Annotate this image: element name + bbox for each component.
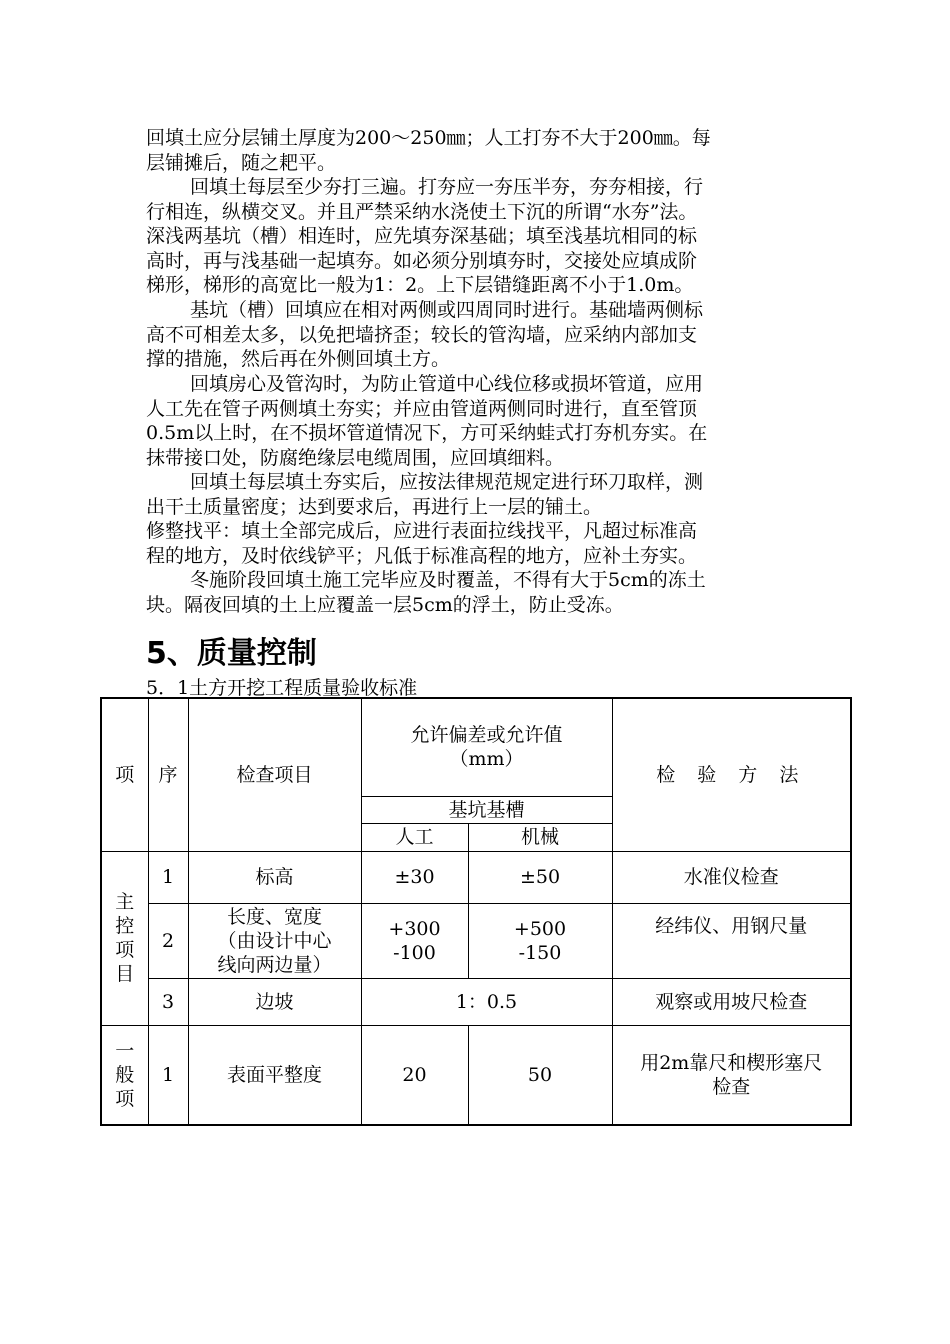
row-manual: 20 xyxy=(361,1025,468,1125)
header-pit-group: 基坑基槽 xyxy=(361,796,612,823)
tolerance-unit: （mm） xyxy=(449,748,524,771)
text-line: 回填土应分层铺土厚度为200～250㎜；人工打夯不大于200㎜。每 xyxy=(146,127,711,149)
text-line: 修整找平：填土全部完成后，应进行表面拉线找平，凡超过标准高 xyxy=(146,520,698,542)
paragraph-5 xyxy=(146,470,810,519)
group-char: 项 xyxy=(115,939,135,961)
row-merged-value: 1：0.5 xyxy=(361,978,612,1025)
group-char: 目 xyxy=(115,963,135,985)
text-line: 回填房心及管沟时，为防止管道中心线位移或损坏管道，应用 xyxy=(190,373,704,395)
row-machine xyxy=(468,903,612,978)
row-machine: 50 xyxy=(468,1025,612,1125)
row-item: 边坡 xyxy=(188,978,361,1025)
row-seq: 1 xyxy=(148,851,188,903)
paragraph-7 xyxy=(146,568,810,617)
row-manual: ±30 xyxy=(361,851,468,903)
acceptance-table xyxy=(100,697,852,1126)
text-line: 回填土每层填土夯实后，应按法律规范规定进行环刀取样，测 xyxy=(190,471,704,493)
header-manual: 人工 xyxy=(361,823,468,851)
row-item: 表面平整度 xyxy=(188,1025,361,1125)
text-line: 层铺摊后，随之耙平。 xyxy=(146,151,337,174)
paragraph-4 xyxy=(146,372,810,470)
table-row xyxy=(101,1025,851,1125)
text-line: 回填土每层至少夯打三遍。打夯应一夯压半夯，夯夯相接，行 xyxy=(190,176,704,198)
row-method: 水准仪检查 xyxy=(612,851,851,903)
table-row xyxy=(101,851,851,903)
general-group xyxy=(101,1025,148,1125)
row-seq: 2 xyxy=(148,903,188,978)
text-line: 出干土质量密度；达到要求后，再进行上一层的铺土。 xyxy=(146,495,603,518)
row-method xyxy=(612,1025,851,1125)
group-char: 一 xyxy=(115,1039,135,1062)
header-machine: 机械 xyxy=(468,823,612,851)
group-char: 主 xyxy=(115,891,135,913)
row-seq: 1 xyxy=(148,1025,188,1125)
text-line: 基坑（槽）回填应在相对两侧或四周同时进行。基础墙两侧标 xyxy=(190,299,704,321)
header-tolerance xyxy=(361,698,612,796)
row-item xyxy=(188,903,361,978)
tolerance-line: 允许偏差或允许值 xyxy=(410,724,563,747)
text-line: 高不可相差太多，以免把墙挤歪；较长的管沟墙，应采纳内部加支 xyxy=(146,323,698,346)
row-method: 经纬仪、用钢尺量 xyxy=(612,903,851,978)
group-char: 般 xyxy=(115,1063,135,1086)
text-line: 撑的措施，然后再在外侧回填土方。 xyxy=(146,348,451,371)
paragraph-3 xyxy=(146,298,810,372)
row-machine: ±50 xyxy=(468,851,612,903)
table-row xyxy=(101,978,851,1025)
value-line: -150 xyxy=(518,941,562,964)
text-line: 梯形，梯形的高宽比一般为1：2。上下层错缝距离不小于1.0m。 xyxy=(146,274,694,297)
group-char: 控 xyxy=(115,915,135,937)
paragraph-1 xyxy=(146,126,810,175)
text-line: 0.5m以上时，在不损坏管道情况下，方可采纳蛙式打夯机夯实。在 xyxy=(146,422,708,445)
method-line: 检查 xyxy=(712,1075,751,1098)
row-manual xyxy=(361,903,468,978)
table-header-row xyxy=(101,698,851,796)
item-line: 线向两边量） xyxy=(217,953,332,976)
table-row xyxy=(101,903,851,978)
section-heading: 5、质量控制 xyxy=(146,636,317,671)
main-control-group xyxy=(101,851,148,1025)
header-method: 检 验 方 法 xyxy=(612,698,851,851)
text-line: 抹带接口处，防腐绝缘层电缆周围，应回填细料。 xyxy=(146,446,565,469)
value-line: +500 xyxy=(513,917,567,940)
value-line: -100 xyxy=(393,941,436,964)
row-method: 观察或用坡尺检查 xyxy=(612,978,851,1025)
value-line: +300 xyxy=(388,917,441,940)
item-line: （由设计中心 xyxy=(217,929,332,952)
text-line: 块。隔夜回填的土上应覆盖一层5cm的浮土，防止受冻。 xyxy=(146,593,624,616)
paragraph-6 xyxy=(146,519,810,568)
item-line: 长度、宽度 xyxy=(226,905,322,928)
row-seq: 3 xyxy=(148,978,188,1025)
text-line: 人工先在管子两侧填土夯实；并应由管道两侧同时进行，直至管顶 xyxy=(146,397,698,420)
text-line: 行相连，纵横交叉。并且严禁采纳水浇使土下沉的所谓“水夯”法。 xyxy=(146,200,698,223)
header-item: 项 xyxy=(101,698,148,851)
group-char: 项 xyxy=(115,1087,135,1110)
text-line: 冬施阶段回填土施工完毕应及时覆盖，不得有大于5cm的冻土 xyxy=(190,569,706,591)
method-line: 用2m靠尺和楔形塞尺 xyxy=(640,1051,823,1074)
header-check-item: 检查项目 xyxy=(188,698,361,851)
row-item: 标高 xyxy=(188,851,361,903)
paragraph-2 xyxy=(146,175,810,298)
text-line: 程的地方，及时依线铲平；凡低于标准高程的地方，应补土夯实。 xyxy=(146,544,698,567)
text-line: 深浅两基坑（槽）相连时，应先填夯深基础；填至浅基坑相同的标 xyxy=(146,225,698,248)
text-line: 高时，再与浅基础一起填夯。如必须分别填夯时，交接处应填成阶 xyxy=(146,249,698,272)
header-seq: 序 xyxy=(148,698,188,851)
section-subheading: 5．1土方开挖工程质量验收标准 xyxy=(146,677,418,699)
